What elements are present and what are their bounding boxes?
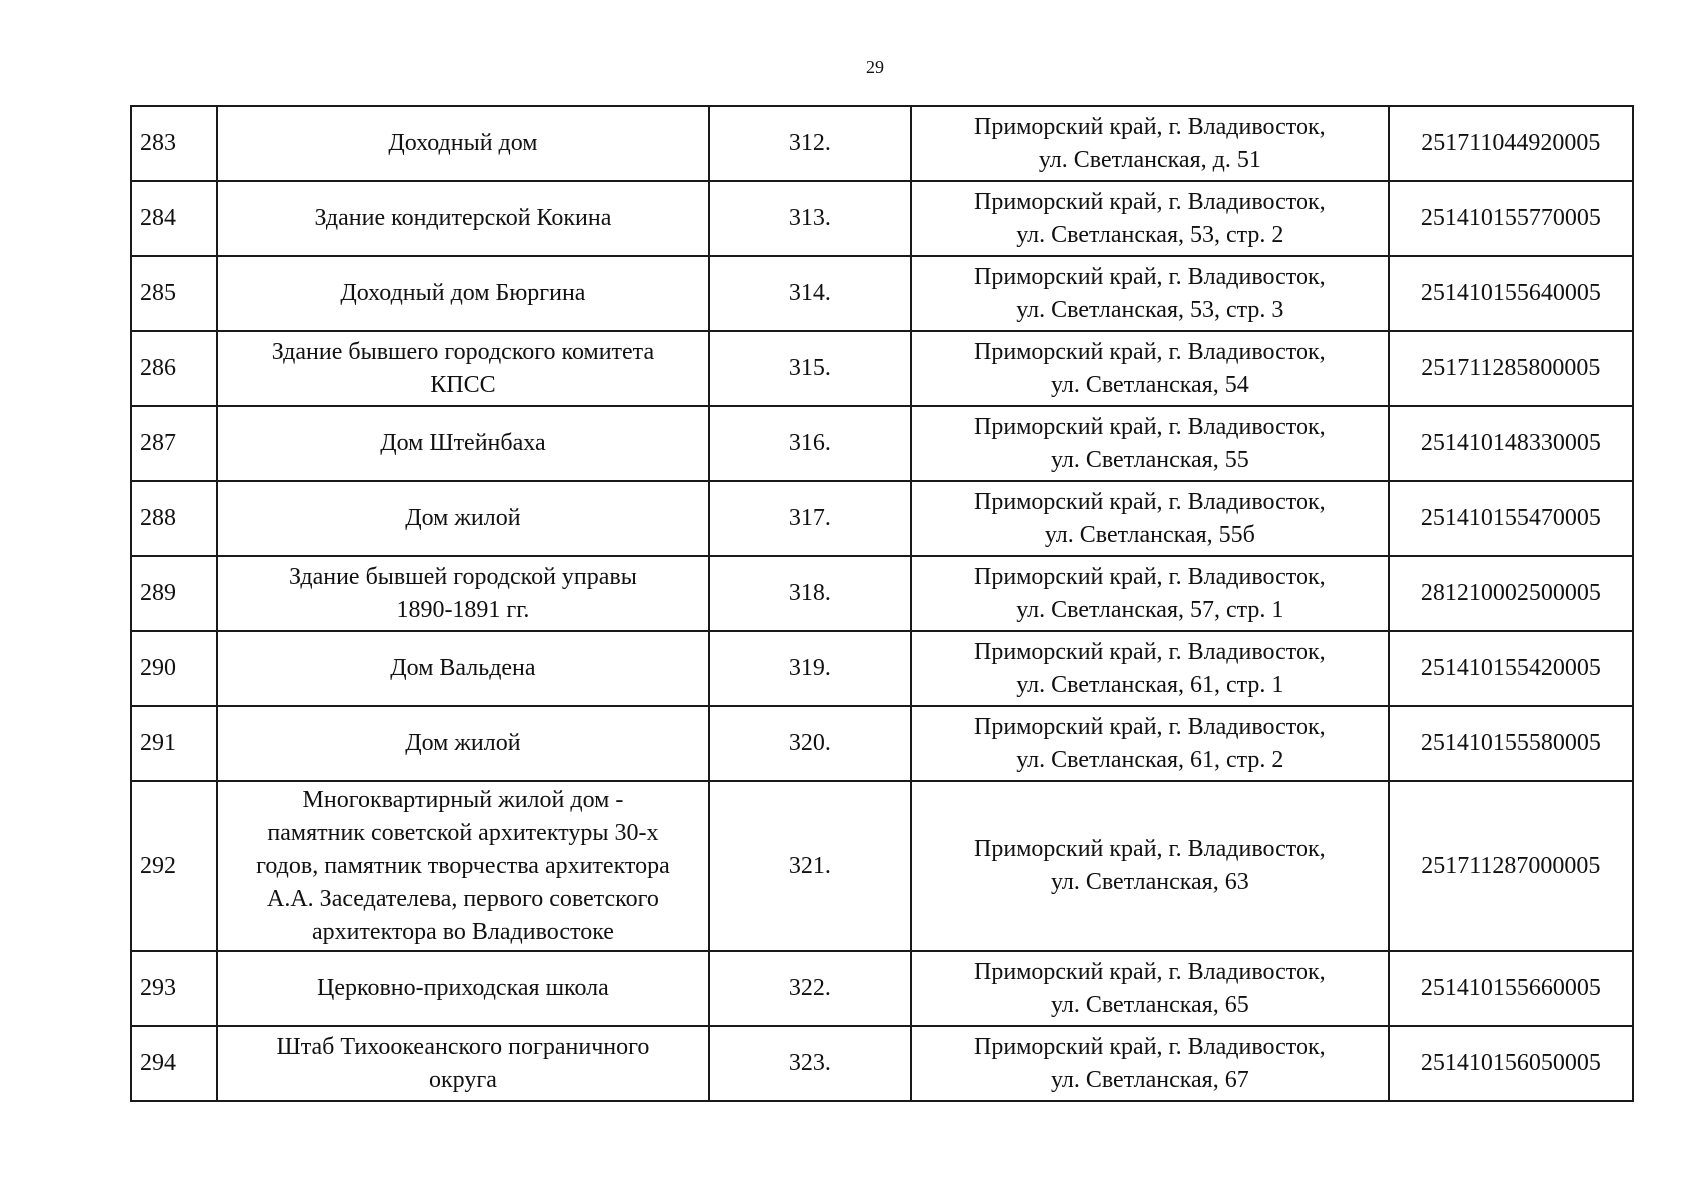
object-name-line: памятник советской архитектуры 30-х: [267, 819, 659, 846]
row-number-cell: 293: [131, 951, 217, 1026]
table-body: [131, 106, 1633, 1101]
register-number-cell: 315.: [709, 331, 911, 406]
table-row: [131, 481, 1633, 556]
object-name-line: 1890-1891 гг.: [396, 596, 530, 623]
register-number-cell: 319.: [709, 631, 911, 706]
address-line: Приморский край, г. Владивосток,: [974, 338, 1326, 365]
object-name-line: Здание бывшей городской управы: [288, 563, 637, 590]
address-line: Приморский край, г. Владивосток,: [974, 713, 1326, 740]
object-name-line: А.А. Заседателева, первого советского: [267, 885, 659, 912]
row-number-cell: 288: [131, 481, 217, 556]
address-line: ул. Светланская, д. 51: [1038, 146, 1261, 173]
registry-code-cell: 251410156050005: [1389, 1026, 1633, 1101]
registry-code-cell: 251410155640005: [1389, 256, 1633, 331]
object-name-cell: [217, 481, 709, 556]
address-cell: [911, 106, 1389, 181]
address-line: Приморский край, г. Владивосток,: [974, 263, 1326, 290]
registry-code-cell: 251410155420005: [1389, 631, 1633, 706]
object-name-line: Доходный дом Бюргина: [340, 280, 586, 306]
address-line: ул. Светланская, 67: [1050, 1066, 1249, 1093]
row-number-cell: 290: [131, 631, 217, 706]
object-name-cell: [217, 556, 709, 631]
address-line: ул. Светланская, 54: [1050, 371, 1249, 398]
address-cell: [911, 631, 1389, 706]
row-number-cell: 283: [131, 106, 217, 181]
address-cell: [911, 1026, 1389, 1101]
object-name-line: Дом Вальдена: [390, 655, 536, 681]
address-line: ул. Светланская, 61, стр. 2: [1016, 746, 1284, 773]
address-line: ул. Светланская, 63: [1050, 869, 1249, 895]
address-line: ул. Светланская, 57, стр. 1: [1016, 596, 1284, 623]
register-number-cell: 313.: [709, 181, 911, 256]
object-name-cell: [217, 1026, 709, 1101]
table-row: [131, 631, 1633, 706]
object-name-cell: [217, 181, 709, 256]
table-row: [131, 556, 1633, 631]
row-number-cell: 289: [131, 556, 217, 631]
page-number: 29: [866, 57, 884, 77]
address-cell: [911, 781, 1389, 951]
register-number-cell: 323.: [709, 1026, 911, 1101]
address-line: ул. Светланская, 53, стр. 3: [1016, 296, 1284, 323]
table-row: [131, 331, 1633, 406]
address-line: Приморский край, г. Владивосток,: [974, 958, 1326, 985]
address-line: Приморский край, г. Владивосток,: [974, 413, 1326, 440]
object-name-cell: [217, 106, 709, 181]
address-line: Приморский край, г. Владивосток,: [974, 563, 1326, 590]
object-name-line: Многоквартирный жилой дом -: [302, 786, 624, 813]
row-number-cell: 291: [131, 706, 217, 781]
table-row: [131, 106, 1633, 181]
object-name-line: Доходный дом: [388, 130, 538, 156]
address-cell: [911, 331, 1389, 406]
registry-code-cell: 251410148330005: [1389, 406, 1633, 481]
address-line: ул. Светланская, 55: [1050, 446, 1249, 473]
registry-code-cell: 251410155580005: [1389, 706, 1633, 781]
address-line: Приморский край, г. Владивосток,: [974, 188, 1326, 215]
address-line: ул. Светланская, 65: [1050, 991, 1249, 1018]
address-cell: [911, 951, 1389, 1026]
address-line: ул. Светланская, 61, стр. 1: [1016, 671, 1284, 698]
registry-code-cell: 251410155660005: [1389, 951, 1633, 1026]
address-line: Приморский край, г. Владивосток,: [974, 113, 1326, 140]
table-row: [131, 406, 1633, 481]
address-cell: [911, 256, 1389, 331]
row-number-cell: 285: [131, 256, 217, 331]
object-name-line: Дом жилой: [405, 730, 521, 756]
register-number-cell: 317.: [709, 481, 911, 556]
registry-code-cell: 281210002500005: [1389, 556, 1633, 631]
table-row: [131, 781, 1633, 951]
row-number-cell: 287: [131, 406, 217, 481]
object-name-line: Дом Штейнбаха: [380, 430, 546, 456]
address-line: ул. Светланская, 55б: [1044, 521, 1255, 548]
object-name-cell: [217, 706, 709, 781]
object-name-line: КПСС: [430, 371, 496, 398]
address-line: ул. Светланская, 53, стр. 2: [1016, 221, 1284, 248]
object-name-line: округа: [429, 1066, 497, 1093]
object-name-line: Церковно-приходская школа: [317, 975, 609, 1001]
object-name-cell: [217, 406, 709, 481]
object-name-cell: [217, 331, 709, 406]
address-line: Приморский край, г. Владивосток,: [974, 836, 1326, 862]
registry-code-cell: 251711044920005: [1389, 106, 1633, 181]
table-row: [131, 951, 1633, 1026]
address-cell: [911, 481, 1389, 556]
object-name-line: годов, памятник творчества архитектора: [256, 852, 670, 879]
address-line: Приморский край, г. Владивосток,: [974, 638, 1326, 665]
address-cell: [911, 181, 1389, 256]
address-cell: [911, 406, 1389, 481]
registry-code-cell: 251410155770005: [1389, 181, 1633, 256]
heritage-objects-table: [130, 105, 1634, 1102]
row-number-cell: 286: [131, 331, 217, 406]
object-name-cell: [217, 951, 709, 1026]
register-number-cell: 321.: [709, 781, 911, 951]
table-row: [131, 256, 1633, 331]
register-number-cell: 316.: [709, 406, 911, 481]
register-number-cell: 312.: [709, 106, 911, 181]
register-number-cell: 320.: [709, 706, 911, 781]
register-number-cell: 322.: [709, 951, 911, 1026]
address-line: Приморский край, г. Владивосток,: [974, 1033, 1326, 1060]
registry-code-cell: 251711287000005: [1389, 781, 1633, 951]
object-name-line: архитектора во Владивостоке: [311, 918, 614, 945]
register-number-cell: 314.: [709, 256, 911, 331]
row-number-cell: 294: [131, 1026, 217, 1101]
table-row: [131, 1026, 1633, 1101]
registry-code-cell: 251711285800005: [1389, 331, 1633, 406]
object-name-cell: [217, 631, 709, 706]
register-number-cell: 318.: [709, 556, 911, 631]
row-number-cell: 292: [131, 781, 217, 951]
object-name-line: Штаб Тихоокеанского пограничного: [276, 1033, 650, 1060]
row-number-cell: 284: [131, 181, 217, 256]
object-name-line: Здание кондитерской Кокина: [314, 205, 612, 231]
object-name-cell: [217, 256, 709, 331]
table-row: [131, 181, 1633, 256]
object-name-line: Здание бывшего городского комитета: [271, 338, 655, 365]
object-name-line: Дом жилой: [405, 505, 521, 531]
table-row: [131, 706, 1633, 781]
address-line: Приморский край, г. Владивосток,: [974, 488, 1326, 515]
registry-code-cell: 251410155470005: [1389, 481, 1633, 556]
object-name-cell: [217, 781, 709, 951]
address-cell: [911, 706, 1389, 781]
address-cell: [911, 556, 1389, 631]
